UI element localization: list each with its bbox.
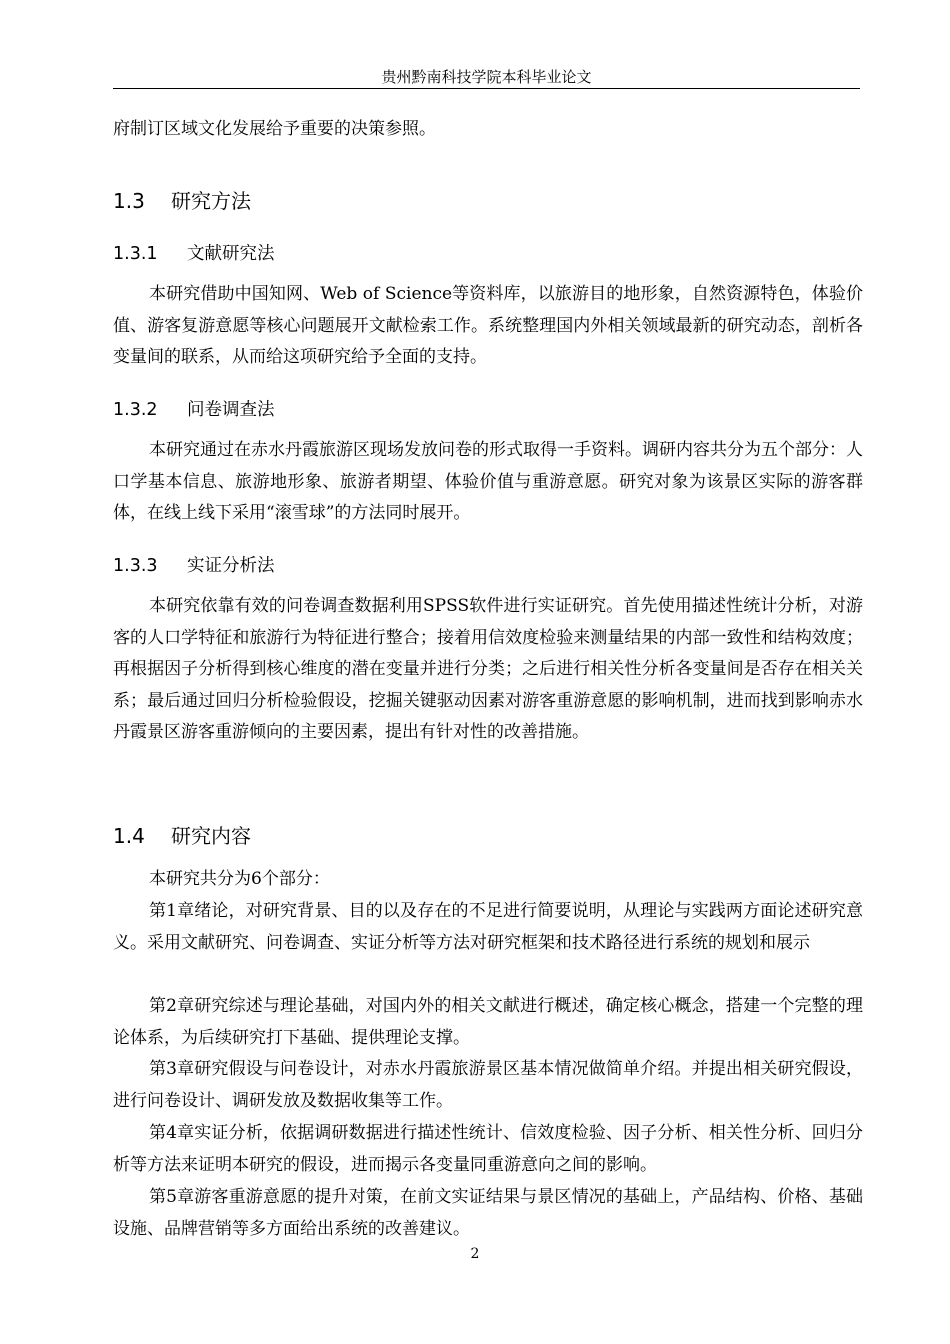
paragraph-chapter-4: 第4章实证分析，依据调研数据进行描述性统计、信效度检验、因子分析、相关性分析、回归分析等方法来证明本研究的假设，进而揭示各变量同重游意向之间的影响。 xyxy=(113,1123,863,1175)
paragraph-chapter-1: 第1章绪论，对研究背景、目的以及存在的不足进行简要说明，从理论与实践两方面论述研究意义。采用文献研究、问卷调查、实证分析等方法对研究框架和技术路径进行系统的规划和展示 xyxy=(113,901,863,953)
subsection-title: 问卷调查法 xyxy=(187,400,275,420)
section-heading-1-4 xyxy=(113,821,251,851)
paragraph-questionnaire-method: 本研究通过在赤水丹霞旅游区现场发放问卷的形式取得一手资料。调研内容共分为五个部分：人口学基本信息、旅游地形象、旅游者期望、体验价值与重游意愿。研究对象为该景区实际的游客群体，在线上线下采用“滚雪球”的方法同时展开。 xyxy=(113,440,863,523)
subsection-number: 1.3.2 xyxy=(113,400,158,420)
paragraph-continuation: 府制订区域文化发展给予重要的决策参照。 xyxy=(113,119,436,139)
paragraph-literature-method: 本研究借助中国知网、Web of Science等资料库，以旅游目的地形象，自然资源特色，体验价值、游客复游意愿等核心问题展开文献检索工作。系统整理国内外相关领域最新的研究动态，剖析各变量间的联系，从而给这项研究给予全面的支持。 xyxy=(113,284,863,367)
paragraph-chapter-5: 第5章游客重游意愿的提升对策，在前文实证结果与景区情况的基础上，产品结构、价格、基础设施、品牌营销等多方面给出系统的改善建议。 xyxy=(113,1187,863,1239)
subsection-heading-1-3-1 xyxy=(113,240,275,268)
section-number: 1.4 xyxy=(113,824,145,848)
section-title: 研究内容 xyxy=(171,824,251,848)
running-header: 贵州黔南科技学院本科毕业论文 xyxy=(381,68,592,86)
section-number: 1.3 xyxy=(113,189,145,213)
paragraph-empirical-method: 本研究依靠有效的问卷调查数据利用SPSS软件进行实证研究。首先使用描述性统计分析，对游客的人口学特征和旅游行为特征进行整合；接着用信效度检验来测量结果的内部一致性和结构效度；再根据因子分析得到核心维度的潜在变量并进行分类；之后进行相关性分析各变量间是否存在相关关系；最后通过回归分析检验假设，挖掘关键驱动因素对游客重游意愿的影响机制，进而找到影响赤水丹霞景区游客重游倾向的主要因素，提出有针对性的改善措施。 xyxy=(113,596,863,742)
paragraph-content-intro: 本研究共分为6个部分： xyxy=(149,869,330,889)
subsection-title: 实证分析法 xyxy=(187,556,275,576)
header-rule xyxy=(113,88,860,89)
subsection-number: 1.3.1 xyxy=(113,244,158,264)
section-title: 研究方法 xyxy=(171,189,251,213)
subsection-title: 文献研究法 xyxy=(187,244,275,264)
subsection-heading-1-3-3 xyxy=(113,552,275,580)
section-heading-1-3 xyxy=(113,186,251,216)
paragraph-chapter-2: 第2章研究综述与理论基础，对国内外的相关文献进行概述，确定核心概念，搭建一个完整的理论体系，为后续研究打下基础、提供理论支撑。 xyxy=(113,996,863,1048)
page-number: 2 xyxy=(470,1246,480,1262)
subsection-heading-1-3-2 xyxy=(113,396,275,424)
paragraph-chapter-3: 第3章研究假设与问卷设计，对赤水丹霞旅游景区基本情况做简单介绍。并提出相关研究假设，进行问卷设计、调研发放及数据收集等工作。 xyxy=(113,1059,863,1111)
subsection-number: 1.3.3 xyxy=(113,556,158,576)
